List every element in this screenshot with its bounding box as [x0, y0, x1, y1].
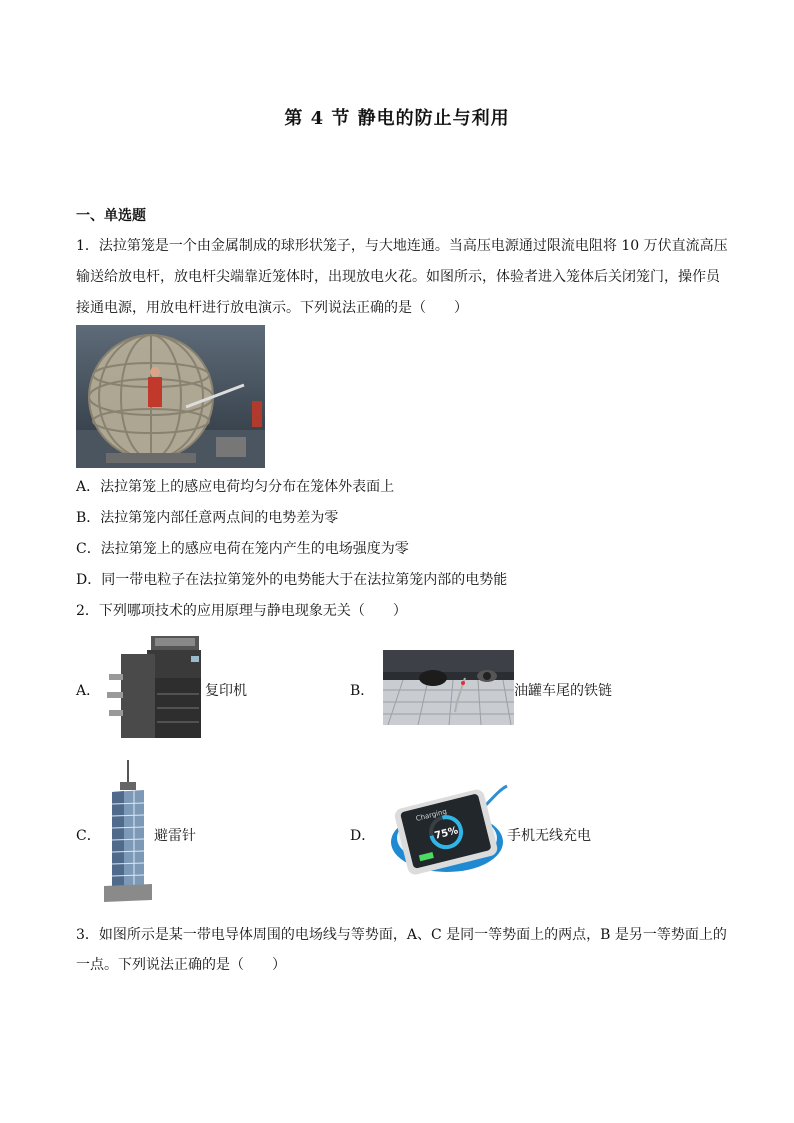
q2-option-c-caption: 避雷针 — [154, 828, 196, 844]
q2-option-a-letter: A． — [76, 683, 101, 699]
q1-option-d: D．同一带电粒子在法拉第笼外的电势能大于在法拉第笼内部的电势能 — [76, 572, 508, 588]
q1-option-b: B．法拉第笼内部任意两点间的电势差为零 — [76, 510, 339, 526]
phone-status-text: Charging — [414, 807, 448, 823]
q2-option-c-letter: C． — [76, 828, 101, 844]
wireless-charging-image — [383, 780, 511, 888]
skyscraper-image — [98, 760, 154, 902]
q1-option-a: A．法拉第笼上的感应电荷均匀分布在笼体外表面上 — [76, 479, 395, 495]
section-heading: 一、单选题 — [76, 208, 146, 224]
q1-stem-line-3: 接通电源，用放电杆进行放电演示。下列说法正确的是（ ） — [76, 300, 468, 316]
q1-option-c: C．法拉第笼上的感应电荷在笼内产生的电场强度为零 — [76, 541, 409, 557]
q2-option-b-caption: 油罐车尾的铁链 — [514, 683, 612, 699]
copier-image — [103, 634, 205, 740]
q1-stem-line-2: 输送给放电杆，放电杆尖端靠近笼体时，出现放电火花。如图所示，体验者进入笼体后关闭笼门，操作员 — [76, 269, 720, 285]
q2-option-d-caption: 手机无线充电 — [507, 828, 591, 844]
q2-option-b-letter: B． — [350, 683, 375, 699]
faraday-cage-image — [76, 325, 265, 468]
q2-option-d-letter: D． — [350, 828, 376, 844]
q3-stem-line-2: 一点。下列说法正确的是（ ） — [76, 957, 286, 973]
phone-percent-text: 75% — [433, 825, 460, 842]
q2-stem: 2．下列哪项技术的应用原理与静电现象无关（ ） — [76, 603, 407, 619]
q1-stem-line-1: 1．法拉第笼是一个由金属制成的球形状笼子，与大地连通。当高压电源通过限流电阻将 10 万伏直流高压 — [76, 238, 728, 254]
q3-stem-line-1: 3．如图所示是某一带电导体周围的电场线与等势面，A、C 是同一等势面上的两点，B 是另一等势面上的 — [76, 927, 727, 943]
page-title: 第 4 节 静电的防止与利用 — [284, 108, 510, 129]
q2-option-a-caption: 复印机 — [205, 683, 247, 699]
tanker-chain-image — [383, 650, 514, 725]
